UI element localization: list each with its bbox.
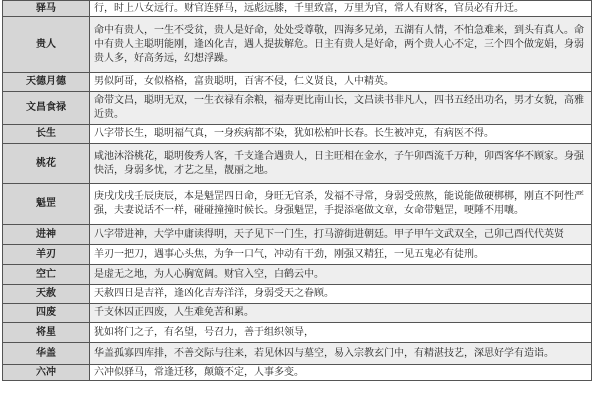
- term-cell: 贵人: [3, 17, 90, 73]
- sheet: [2, 0, 594, 400]
- table-row: [3, 245, 592, 265]
- table-row: [3, 73, 592, 92]
- table-row: [3, 125, 592, 144]
- term-cell: 桃花: [3, 144, 90, 184]
- table-row: [3, 92, 592, 125]
- term-cell: 驿马: [3, 1, 90, 17]
- description-cell: 八字带长生，聪明福气真，一身疾病都不染，犹如松柏叶长春。长生被冲克，有病医不得。: [90, 125, 592, 144]
- description-cell: 咸池沐浴桃花，聪明俊秀人客，千支逢合遇贵人，日主旺相在金水，子午卯酉流千万种，卯酉客华不顾家。身强快活，身弱多忧，才艺之星，靓丽之地。: [90, 144, 592, 184]
- table-row: [3, 365, 592, 381]
- description-cell: 千支休囚正四废，人生难免苦和累。: [90, 304, 592, 323]
- table-body: [3, 1, 592, 381]
- table-row: [3, 17, 592, 73]
- table-row: [3, 225, 592, 245]
- description-cell: 是虚无之地，为人心胸宽阔。财官入空，白鹤云中。: [90, 265, 592, 285]
- table-row: [3, 343, 592, 365]
- description-cell: 男似阿哥，女似格格，富贵聪明，百害不侵，仁义贤良，人中精英。: [90, 73, 592, 92]
- table-row: [3, 265, 592, 285]
- description-cell: 命带文昌，聪明无双，一生衣禄有余粮，福寿更比南山长，文昌读书非凡人，四书五经出功名，男才女貌，高雅近贵。: [90, 92, 592, 125]
- term-cell: 羊刃: [3, 245, 90, 265]
- description-cell: 六冲似驿马，常逢迁移，颠簸不定，人事多变。: [90, 365, 592, 381]
- description-cell: 命中有贵人，一生不受贫，贵人是好命，处处受尊敬，四海多兄弟，五湖有人情，不怕急难来，到头有真人。命中有贵人主聪明能刚，逢凶化吉，遇人提拔解危。日主有贵人是好命，两个贵人心不定，三个四个做宠娟，身弱贵人多，好高务远，幻想浮躁。: [90, 17, 592, 73]
- term-cell: 天德月德: [3, 73, 90, 92]
- term-cell: 华盖: [3, 343, 90, 365]
- description-cell: 华盖孤寡四库排，不善交际与往来，若见休囚与墓空，易入宗教玄门中，有精湛技艺，深思好学有造诣。: [90, 343, 592, 365]
- description-cell: 天赦四日是吉祥，逢凶化吉寿洋洋，身弱受天之眷顾。: [90, 285, 592, 304]
- term-cell: 长生: [3, 125, 90, 144]
- table-row: [3, 184, 592, 225]
- term-cell: 六冲: [3, 365, 90, 381]
- description-cell: 庚戌戊戌壬辰庚辰，本是魁罡四日命，身旺无官杀，发福不寻常，身弱受煎熬，能说能做硬梆梆，刚直不阿性严强，夫妻说话不一样，碰碰撞撞时候长。身强魁罡，手提添毫做文章，女命带魁罡，哽陲不用嚷。: [90, 184, 592, 225]
- shensha-table: [2, 0, 592, 381]
- table-row: [3, 144, 592, 184]
- term-cell: 进神: [3, 225, 90, 245]
- term-cell: 将星: [3, 323, 90, 343]
- table-row: [3, 323, 592, 343]
- description-cell: 八字带进神，大学中庸读得明，天子见下一门生，打马游街进朝廷。甲子甲午文武双全，己卯己酉代代英贤: [90, 225, 592, 245]
- term-cell: 天赦: [3, 285, 90, 304]
- term-cell: 四废: [3, 304, 90, 323]
- description-cell: 犹如将门之子，有名望，号召力，善于组织领导，: [90, 323, 592, 343]
- table-row: [3, 285, 592, 304]
- term-cell: 空亡: [3, 265, 90, 285]
- term-cell: 文昌食禄: [3, 92, 90, 125]
- description-cell: 羊刃一把刀，遇事心头焦，为争一口气，冲动有干劲，刚强又精狂，一见五鬼必有徒刑。: [90, 245, 592, 265]
- table-row: [3, 1, 592, 17]
- description-cell: 行，时上八女远行。财官连驿马，远彪远膝，千里致富，万里为官，常人有财客，官员必有升迁。: [90, 1, 592, 17]
- table-row: [3, 304, 592, 323]
- term-cell: 魁罡: [3, 184, 90, 225]
